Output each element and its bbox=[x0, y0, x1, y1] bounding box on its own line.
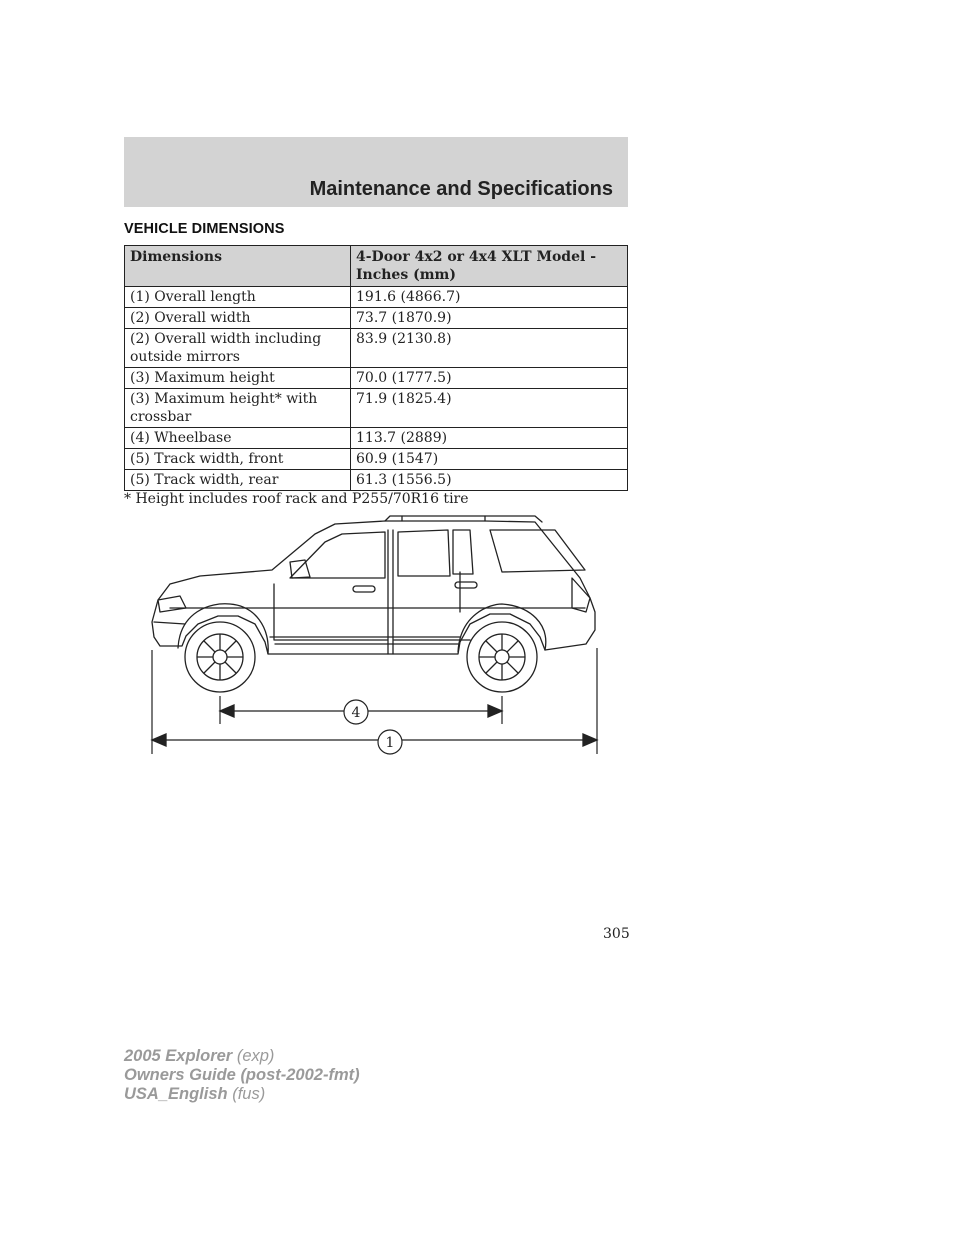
table-cell: (5) Track width, front bbox=[125, 449, 351, 470]
dimensions-table bbox=[124, 245, 628, 491]
table-header-cell: 4-Door 4x2 or 4x4 XLT Model - Inches (mm) bbox=[351, 246, 628, 287]
table-cell: 83.9 (2130.8) bbox=[351, 329, 628, 368]
table-cell: 113.7 (2889) bbox=[351, 428, 628, 449]
overall-length-label: 1 bbox=[385, 735, 395, 751]
table-header-cell: Dimensions bbox=[125, 246, 351, 287]
wheelbase-label: 4 bbox=[351, 705, 361, 721]
front-door-handle bbox=[353, 586, 375, 592]
table-header-row bbox=[125, 246, 628, 287]
table-cell: 73.7 (1870.9) bbox=[351, 308, 628, 329]
table-cell: (5) Track width, rear bbox=[125, 470, 351, 491]
table-cell: (2) Overall width bbox=[125, 308, 351, 329]
quarter-window bbox=[453, 530, 473, 574]
overall-length-dimension-line bbox=[152, 734, 597, 746]
rear-door-window bbox=[398, 530, 450, 576]
table-row bbox=[125, 449, 628, 470]
footer-line-3 bbox=[124, 1085, 360, 1104]
table-cell: 71.9 (1825.4) bbox=[351, 389, 628, 428]
table-row bbox=[125, 470, 628, 491]
table-cell: 61.3 (1556.5) bbox=[351, 470, 628, 491]
page-number: 305 bbox=[603, 926, 630, 942]
section-heading: VEHICLE DIMENSIONS bbox=[124, 221, 285, 237]
table-row bbox=[125, 287, 628, 308]
front-wheel-arch bbox=[178, 604, 268, 654]
footer-model: 2005 Explorer bbox=[124, 1047, 233, 1065]
footer-language-code: (fus) bbox=[232, 1085, 266, 1103]
footer-line-1 bbox=[124, 1047, 360, 1066]
footer-line-2 bbox=[124, 1066, 360, 1085]
table-row bbox=[125, 389, 628, 428]
table-cell: 191.6 (4866.7) bbox=[351, 287, 628, 308]
table-cell: 70.0 (1777.5) bbox=[351, 368, 628, 389]
page-title: Maintenance and Specifications bbox=[309, 178, 613, 200]
rear-door-handle bbox=[455, 582, 477, 588]
table-row bbox=[125, 368, 628, 389]
footer-model-code: (exp) bbox=[236, 1047, 275, 1065]
table-row bbox=[125, 428, 628, 449]
table-row bbox=[125, 308, 628, 329]
table-cell: (2) Overall width including outside mirrors bbox=[125, 329, 351, 368]
header-band bbox=[124, 137, 628, 207]
rear-wheel bbox=[467, 622, 537, 692]
footer-guide: Owners Guide (post-2002-fmt) bbox=[124, 1066, 360, 1084]
footer-language: USA_English bbox=[124, 1085, 228, 1103]
front-window bbox=[290, 532, 385, 578]
table-cell: (1) Overall length bbox=[125, 287, 351, 308]
table-cell: (4) Wheelbase bbox=[125, 428, 351, 449]
vehicle-side-diagram bbox=[140, 512, 610, 762]
front-wheel bbox=[185, 622, 255, 692]
table-cell: (3) Maximum height bbox=[125, 368, 351, 389]
table-cell: 60.9 (1547) bbox=[351, 449, 628, 470]
tail-light bbox=[572, 578, 590, 612]
headlight bbox=[158, 596, 186, 612]
document-footer bbox=[124, 1047, 360, 1104]
footnote: * Height includes roof rack and P255/70R16 tire bbox=[124, 491, 469, 507]
table-cell: (3) Maximum height* with crossbar bbox=[125, 389, 351, 428]
table-row bbox=[125, 329, 628, 368]
